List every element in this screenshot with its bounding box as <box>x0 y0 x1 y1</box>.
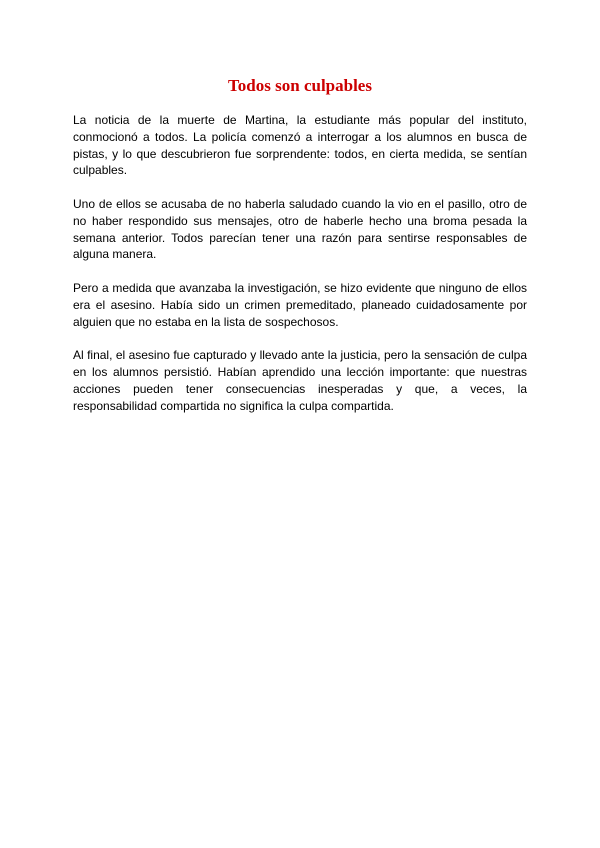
paragraph-1: La noticia de la muerte de Martina, la estudiante más popular del instituto, conmocionó a todos. La policía comenzó a interrogar a los alumnos en busca de pistas, y lo que descubrieron fue sorprendente: todos, en cierta medida, se sentían culpables. <box>73 113 527 178</box>
document-body <box>73 112 527 431</box>
paragraph-2: Uno de ellos se acusaba de no haberla saludado cuando la vio en el pasillo, otro de no haber respondido sus mensajes, otro de haberle hecho una broma pesada la semana anterior. Todos parecían tener una razón para sentirse responsables de alguna manera. <box>73 196 527 262</box>
paragraph-3: Pero a medida que avanzaba la investigación, se hizo evidente que ninguno de ellos era el asesino. Había sido un crimen premeditado, planeado cuidadosamente por alguien que no estaba en la lista de sospechosos. <box>73 280 527 329</box>
paragraph-4: Al final, el asesino fue capturado y llevado ante la justicia, pero la sensación de culpa en los alumnos persistió. Habían aprendido una lección importante: que nuestras acciones pueden tener consecuencias inesperadas y que, a veces, la responsabilidad compartida no significa la culpa compartida. <box>73 348 527 413</box>
document-title: Todos son culpables <box>228 76 372 95</box>
